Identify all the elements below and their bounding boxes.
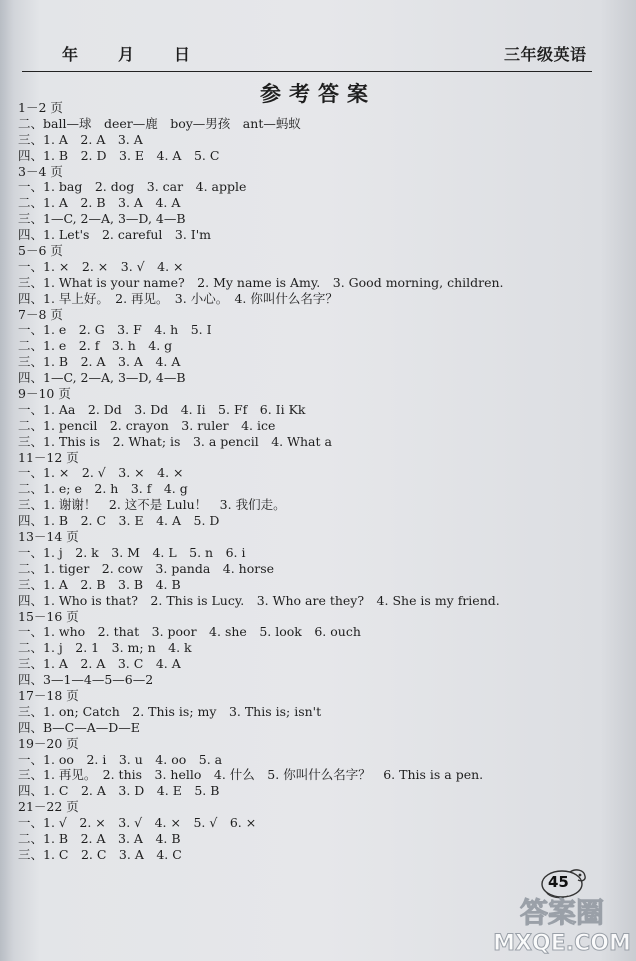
answer-line: 三、1. on; Catch 2. This is; my 3. This is; isn't [18, 703, 322, 719]
answer-line: 一、1. × 2. √ 3. × 4. × [18, 465, 184, 481]
watermark-text: 答案圈 [519, 896, 605, 929]
section-heading: 13－14 页 [18, 529, 79, 545]
answer-line: 二、1. A 2. B 3. A 4. A [18, 195, 181, 211]
answer-line: 三、1—C, 2—A, 3—D, 4—B [18, 211, 186, 227]
answer-line: 四、B—C—A—D—E [18, 719, 140, 735]
answer-line: 三、1. B 2. A 3. A 4. A [18, 354, 181, 370]
answer-line: 一、1. √ 2. × 3. √ 4. × 5. √ 6. × [18, 815, 257, 831]
answer-line: 四、1. B 2. D 3. E 4. A 5. C [18, 147, 220, 163]
year-label: 年 [62, 45, 79, 64]
month-label: 月 [118, 45, 135, 64]
answer-line: 二、1. B 2. A 3. A 4. B [18, 830, 181, 846]
answer-line: 二、1. tiger 2. cow 3. panda 4. horse [18, 560, 275, 576]
answer-line: 四、1. C 2. A 3. D 4. E 5. B [18, 783, 220, 799]
day-label: 日 [174, 45, 191, 64]
answer-line: 三、1. What is your name? 2. My name is Amy. 3. Good morning, children. [18, 274, 504, 290]
section-heading: 5－6 页 [18, 243, 63, 259]
answer-line: 三、1. A 2. A 3. A [18, 131, 143, 147]
answer-line: 一、1. oo 2. i 3. u 4. oo 5. a [18, 751, 223, 767]
page-header [0, 38, 636, 68]
answer-line: 四、1. Let's 2. careful 3. I'm [18, 227, 211, 243]
section-heading: 3－4 页 [18, 163, 63, 179]
answer-line: 二、1. e 2. f 3. h 4. g [18, 338, 173, 354]
answer-line: 三、1. 再见。 2. this 3. hello 4. 什么 5. 你叫什么名字？ 6. This is a pen. [18, 767, 484, 783]
section-heading: 21－22 页 [18, 799, 79, 815]
date-field [62, 42, 190, 65]
answer-line: 四、1. 早上好。 2. 再见。 3. 小心。 4. 你叫什么名字？ [18, 290, 338, 306]
answer-line: 一、1. e 2. G 3. F 4. h 5. I [18, 322, 212, 338]
watermark-url: MXQE.COM [493, 931, 631, 956]
answer-line: 一、1. who 2. that 3. poor 4. she 5. look 6. ouch [18, 624, 361, 640]
answer-line: 二、1. j 2. 1 3. m; n 4. k [18, 640, 192, 656]
section-heading: 7－8 页 [18, 306, 63, 322]
answer-line: 一、1. × 2. × 3. √ 4. × [18, 258, 184, 274]
answer-line: 一、1. bag 2. dog 3. car 4. apple [18, 179, 247, 195]
answer-line: 二、1. pencil 2. crayon 3. ruler 4. ice [18, 417, 276, 433]
answer-line: 四、1—C, 2—A, 3—D, 4—B [18, 370, 186, 386]
answer-line: 一、1. Aa 2. Dd 3. Dd 4. Ii 5. Ff 6. Ii Kk [18, 401, 306, 417]
section-heading: 9－10 页 [18, 386, 71, 402]
section-heading: 11－12 页 [18, 449, 79, 465]
subject-label: 三年级英语 [504, 45, 587, 64]
page-number: 45 [548, 873, 569, 891]
page-title: 参考答案 [260, 81, 376, 106]
header-divider [22, 71, 592, 72]
section-heading: 15－16 页 [18, 608, 79, 624]
answer-line: 三、1. 谢谢！ 2. 这不是 Lulu！ 3. 我们走。 [18, 497, 286, 513]
answer-line: 三、1. This is 2. What; is 3. a pencil 4. What a [18, 433, 332, 449]
section-heading: 1－2 页 [18, 100, 63, 115]
answer-line: 四、1. B 2. C 3. E 4. A 5. D [18, 513, 220, 529]
answer-line: 三、1. A 2. B 3. B 4. B [18, 576, 181, 592]
answer-line: 一、1. j 2. k 3. M 4. L 5. n 6. i [18, 544, 246, 560]
section-heading: 17－18 页 [18, 687, 79, 703]
answer-line: 二、1. e; e 2. h 3. f 4. g [18, 481, 188, 497]
answer-line: 四、1. Who is that? 2. This is Lucy. 3. Who are they? 4. She is my friend. [18, 592, 500, 608]
answer-line: 三、1. C 2. C 3. A 4. C [18, 846, 182, 862]
answer-list [18, 100, 618, 863]
answer-line: 三、1. A 2. A 3. C 4. A [18, 656, 181, 672]
section-heading: 19－20 页 [18, 735, 79, 751]
answer-line: 四、3—1—4—5—6—2 [18, 672, 154, 688]
watermark-logo [492, 892, 632, 956]
answer-line: 二、ball—球 deer—鹿 boy—男孩 ant—蚂蚁 [18, 115, 301, 131]
